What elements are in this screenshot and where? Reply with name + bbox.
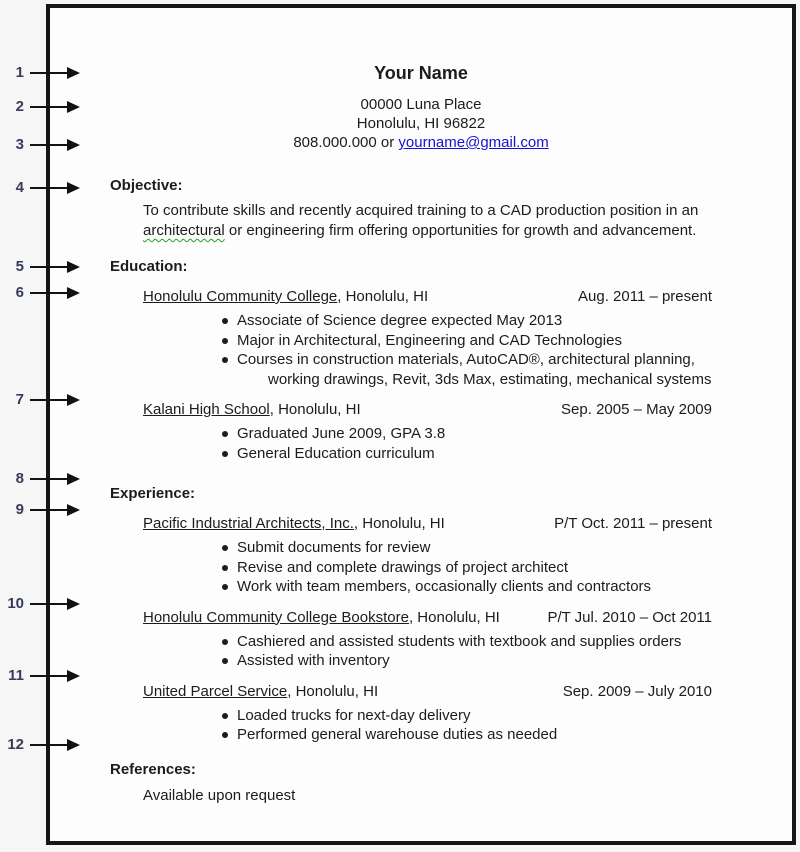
bullet-text: Submit documents for review — [237, 539, 431, 556]
entry-dates: Aug. 2011 – present — [578, 288, 712, 305]
callout-number: 5 — [15, 258, 24, 275]
references-heading: References: — [110, 760, 196, 778]
objective-text-before: To contribute skills and recently acquired training to a CAD production position in an — [143, 202, 699, 219]
callout-number: 12 — [7, 736, 24, 753]
experience-entry — [50, 608, 792, 671]
objective-text-after: or engineering firm offering opportunities for growth and advancement. — [224, 222, 697, 239]
bullet-text: Associate of Science degree expected May 2013 — [237, 312, 563, 329]
arrow-right-icon — [0, 135, 92, 155]
bullet-text: General Education curriculum — [237, 444, 435, 462]
callout-marker-3 — [0, 135, 92, 155]
bullet-item — [237, 632, 722, 652]
references-text: Available upon request — [143, 786, 296, 804]
entry-title — [143, 287, 428, 306]
arrow-right-icon — [0, 500, 92, 520]
bullet-continuation: working drawings, Revit, 3ds Max, estimating, mechanical systems — [268, 370, 712, 388]
bullet-item — [237, 577, 722, 597]
address-block — [50, 95, 792, 152]
callout-marker-7 — [0, 390, 92, 410]
callout-number: 11 — [8, 667, 24, 684]
entry-dates: Sep. 2005 – May 2009 — [561, 401, 712, 418]
bullet-text: Assisted with inventory — [237, 652, 390, 669]
contact-line — [50, 133, 792, 152]
callout-number: 10 — [7, 595, 24, 612]
arrow-right-icon — [0, 63, 92, 83]
org-name: Honolulu Community College Bookstore — [143, 608, 409, 626]
callout-marker-6 — [0, 283, 92, 303]
arrow-right-icon — [0, 283, 92, 303]
entry-dates: Sep. 2009 – July 2010 — [562, 682, 712, 700]
arrow-right-icon — [0, 594, 92, 614]
callout-number: 1 — [15, 64, 24, 81]
callout-marker-1 — [0, 63, 92, 83]
objective-text — [143, 201, 723, 241]
callout-number: 9 — [15, 501, 24, 518]
bullet-item — [237, 311, 722, 331]
entry-dates: P/T Oct. 2011 – present — [554, 515, 712, 532]
org-name: United Parcel Service — [143, 682, 288, 700]
misspelled-word: architectural — [143, 222, 225, 239]
bullet-text: Major in Architectural, Engineering and CAD Technologies — [237, 331, 622, 349]
callout-number: 2 — [15, 98, 24, 115]
bullet-item — [237, 538, 722, 558]
resume-document — [46, 4, 796, 845]
entry-head — [143, 514, 712, 533]
bullet-item — [237, 651, 722, 671]
education-heading: Education: — [110, 258, 188, 275]
org-location: , Honolulu, HI — [269, 401, 361, 418]
arrow-right-icon — [0, 666, 92, 686]
entry-head — [143, 682, 712, 701]
org-name: Pacific Industrial Architects, Inc. — [143, 515, 354, 532]
callout-marker-5 — [0, 257, 92, 277]
bullet-text: Performed general warehouse duties as needed — [237, 726, 558, 743]
bullet-text: Graduated June 2009, GPA 3.8 — [237, 425, 446, 442]
entry-title — [143, 514, 445, 533]
entry-title — [143, 682, 378, 701]
experience-heading: Experience: — [110, 485, 196, 502]
address-line-1: 00000 Luna Place — [360, 96, 482, 113]
bullet-list — [50, 632, 792, 671]
bullet-item — [237, 424, 722, 444]
bullet-list — [50, 424, 792, 463]
address-line-2: Honolulu, HI 96822 — [356, 115, 486, 132]
resume-name: Your Name — [374, 63, 468, 83]
resume-header — [50, 8, 792, 152]
bullet-item — [237, 350, 722, 389]
callout-marker-2 — [0, 97, 92, 117]
callout-marker-8 — [0, 469, 92, 489]
callout-marker-4 — [0, 178, 92, 198]
entry-title — [143, 400, 361, 419]
objective-heading: Objective: — [110, 177, 183, 194]
education-entry — [50, 400, 792, 463]
email-link[interactable]: yourname@gmail.com — [398, 134, 549, 151]
phone-text: 808.000.000 or — [293, 134, 399, 151]
bullet-text: Cashiered and assisted students with textbook and supplies orders — [237, 632, 682, 650]
callout-number: 6 — [15, 284, 24, 301]
education-entry — [50, 287, 792, 389]
entry-head — [143, 287, 712, 306]
experience-entry — [50, 682, 792, 745]
bullet-text: Loaded trucks for next-day delivery — [237, 706, 471, 724]
bullet-list — [50, 538, 792, 597]
experience-entry — [50, 514, 792, 597]
org-location: , Honolulu, HI — [287, 682, 379, 700]
arrow-right-icon — [0, 735, 92, 755]
callout-number: 3 — [15, 136, 24, 153]
entry-head — [143, 608, 712, 627]
bullet-item — [237, 558, 722, 578]
org-name: Honolulu Community College — [143, 288, 338, 305]
bullet-list — [50, 311, 792, 389]
bullet-item — [237, 331, 722, 351]
callout-marker-9 — [0, 500, 92, 520]
arrow-right-icon — [0, 257, 92, 277]
callout-marker-11 — [0, 666, 92, 686]
bullet-text: Work with team members, occasionally clients and contractors — [237, 578, 652, 595]
callout-number: 4 — [15, 179, 24, 196]
bullet-text: Courses in construction materials, AutoCAD®, architectural planning, — [237, 351, 695, 368]
bullet-text: Revise and complete drawings of project architect — [237, 558, 568, 576]
org-location: , Honolulu, HI — [337, 288, 429, 305]
entry-dates: P/T Jul. 2010 – Oct 2011 — [547, 608, 712, 626]
bullet-item — [237, 706, 722, 726]
bullet-list — [50, 706, 792, 745]
entry-title — [143, 608, 500, 627]
callout-number: 7 — [15, 391, 24, 408]
org-location: , Honolulu, HI — [408, 608, 500, 626]
bullet-item — [237, 444, 722, 464]
arrow-right-icon — [0, 97, 92, 117]
arrow-right-icon — [0, 390, 92, 410]
callout-marker-10 — [0, 594, 92, 614]
callout-number: 8 — [15, 470, 24, 487]
arrow-right-icon — [0, 469, 92, 489]
org-location: , Honolulu, HI — [353, 515, 445, 532]
arrow-right-icon — [0, 178, 92, 198]
bullet-item — [237, 725, 722, 745]
entry-head — [143, 400, 712, 419]
callout-marker-12 — [0, 735, 92, 755]
org-name: Kalani High School — [143, 401, 270, 418]
